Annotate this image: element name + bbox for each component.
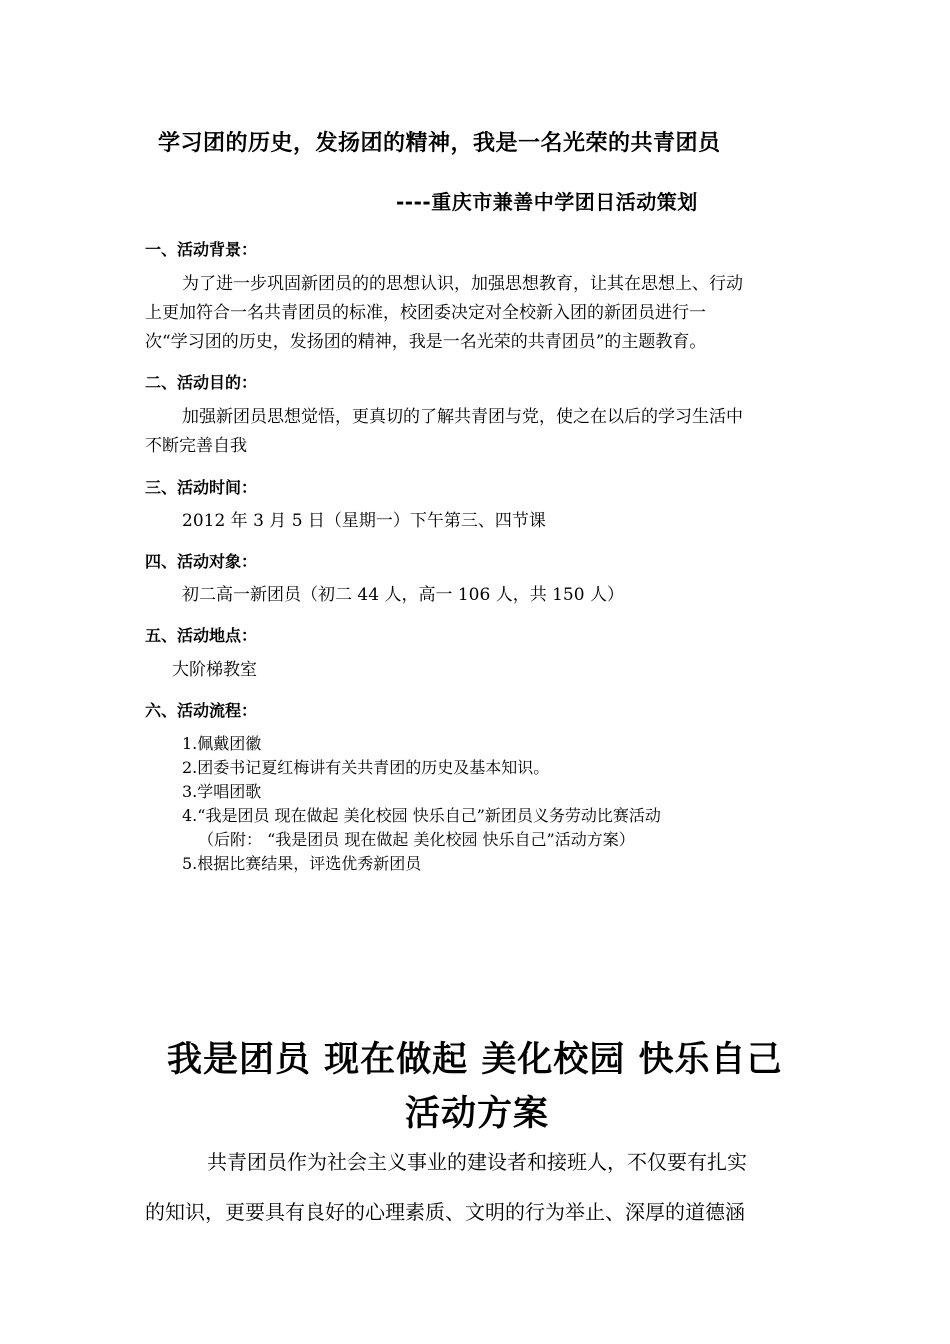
plan-title-sub: 活动方案 (405, 1093, 550, 1134)
section-heading-purpose: 二、活动目的： (145, 373, 258, 392)
paragraph-line: 不断完善自我 (145, 436, 247, 456)
section-body-purpose (145, 403, 825, 461)
paragraph-line: 加强新团员思想觉悟，更真切的了解共青团与党，使之在以后的学习生活中 (182, 407, 743, 427)
plan-title: 我是团员 现在做起 美化校园 快乐自己 (167, 1039, 783, 1080)
section-heading-process: 六、活动流程： (145, 701, 258, 720)
paragraph-line: 的知识，更要具有良好的心理素质、文明的行为举止、深厚的道德涵 (145, 1200, 745, 1224)
section-heading-location: 五、活动地点： (145, 626, 258, 645)
list-item: 5.根据比赛结果，评选优秀新团员 (182, 854, 422, 873)
paragraph-line: 上更加符合一名共青团员的标准，校团委决定对全校新入团的新团员进行一 (145, 303, 706, 323)
section-heading-background: 一、活动背景： (145, 240, 258, 259)
process-list (182, 732, 661, 876)
list-item: 4.“我是团员 现在做起 美化校园 快乐自己”新团员义务劳动比赛活动 (182, 806, 661, 825)
section-heading-time: 三、活动时间： (145, 478, 258, 497)
plan-body (145, 1137, 825, 1237)
list-item: （后附： “我是团员 现在做起 美化校园 快乐自己”活动方案） (198, 830, 635, 849)
page-subtitle: ----重庆市兼善中学团日活动策划 (396, 190, 698, 214)
list-item: 2.团委书记夏红梅讲有关共青团的历史及基本知识。 (182, 758, 550, 777)
paragraph-line: 共青团员作为社会主义事业的建设者和接班人，不仅要有扎实 (207, 1150, 747, 1174)
section-heading-audience: 四、活动对象： (145, 552, 258, 571)
section-body-time: 2012 年 3 月 5 日（星期一）下午第三、四节课 (182, 511, 546, 531)
paragraph-line: 次“学习团的历史，发扬团的精神，我是一名光荣的共青团员”的主题教育。 (145, 332, 707, 352)
section-body-location: 大阶梯教室 (172, 660, 257, 680)
section-body-audience: 初二高一新团员（初二 44 人，高一 106 人，共 150 人） (182, 585, 624, 605)
section-body-background (145, 270, 815, 357)
paragraph-line: 为了进一步巩固新团员的的思想认识，加强思想教育，让其在思想上、行动 (182, 274, 743, 294)
page-title: 学习团的历史，发扬团的精神，我是一名光荣的共青团员 (158, 131, 721, 156)
list-item: 1.佩戴团徽 (182, 734, 262, 753)
list-item: 3.学唱团歌 (182, 782, 262, 801)
